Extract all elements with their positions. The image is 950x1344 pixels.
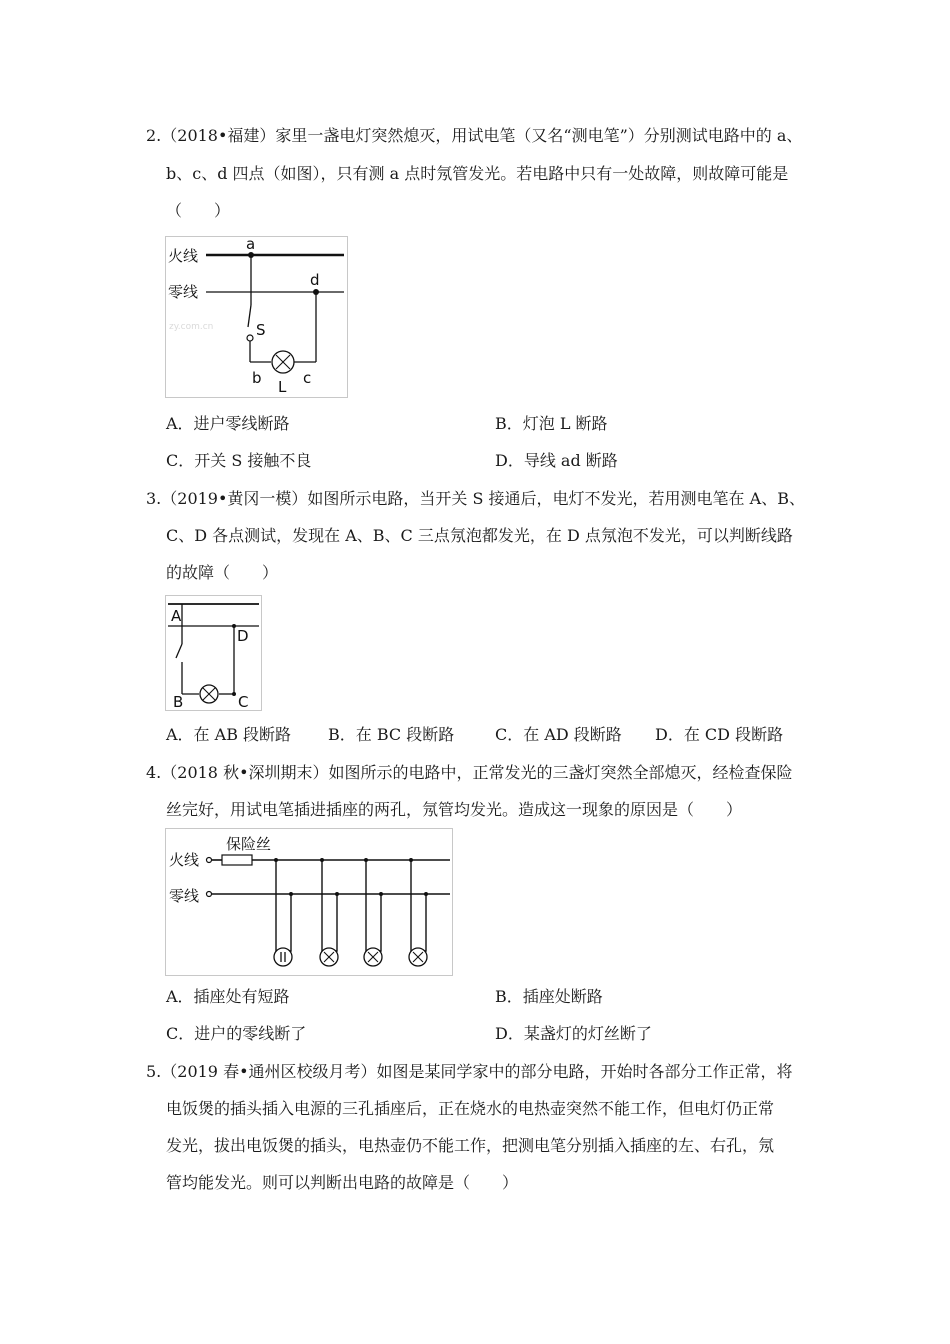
q3-line-3: 的故障（ ） [166, 563, 279, 582]
q3-option-d: D．在 CD 段断路 [655, 725, 784, 744]
q2-lamp-l: L [278, 378, 287, 396]
q3-point-b: B [173, 693, 184, 710]
q2-line-3: （ ） [166, 201, 231, 220]
q4-option-b: B．插座处断路 [495, 987, 603, 1006]
q3-option-a: A．在 AB 段断路 [166, 725, 292, 744]
q4-circuit-diagram [165, 828, 453, 976]
q3-circuit-diagram [165, 595, 262, 711]
q3-option-c: C．在 AD 段断路 [495, 725, 622, 744]
q4-live-label: 火线 [169, 851, 200, 869]
q4-fuse-label: 保险丝 [226, 835, 272, 853]
q2-point-b: b [252, 369, 262, 387]
q2-point-c: c [303, 369, 312, 387]
q2-line-1: 2.（2018•福建）家里一盏电灯突然熄灭，用试电笔（又名“测电笔”）分别测试电路中的 a、 [146, 126, 803, 145]
q2-neutral-label: 零线 [168, 283, 199, 301]
q3-point-c: C [238, 693, 249, 710]
q5-line-3: 发光，拔出电饭煲的插头，电热壶仍不能工作，把测电笔分别插入插座的左、右孔，氖 [166, 1136, 775, 1155]
q3-point-d: D [237, 627, 249, 645]
q2-circuit-diagram [165, 236, 348, 398]
q2-live-label: 火线 [168, 247, 199, 265]
q2-point-a: a [246, 237, 256, 253]
q5-line-1: 5.（2019 春•通州区校级月考）如图是某同学家中的部分电路，开始时各部分工作正常，将 [146, 1062, 793, 1081]
q4-line-2: 丝完好，用试电笔插进插座的两孔，氖管均发光。造成这一现象的原因是（ ） [166, 800, 743, 819]
q4-option-c: C．进户的零线断了 [166, 1024, 307, 1043]
q2-line-2: b、c、d 四点（如图），只有测 a 点时氖管发光。若电路中只有一处故障，则故障可能是 [166, 164, 789, 183]
q4-neutral-label: 零线 [169, 887, 200, 905]
q2-watermark: zy.com.cn [169, 322, 214, 332]
q3-line-1: 3.（2019•黄冈一模）如图所示电路，当开关 S 接通后，电灯不发光，若用测电笔在 A、B、 [146, 489, 805, 508]
q2-switch-s: S [256, 321, 266, 339]
q2-option-c: C．开关 S 接触不良 [166, 451, 312, 470]
q3-line-2: C、D 各点测试，发现在 A、B、C 三点氖泡都发光，在 D 点氖泡不发光，可以判断线路 [166, 526, 793, 545]
q5-line-4: 管均能发光。则可以判断出电路的故障是（ ） [166, 1173, 519, 1192]
q2-option-a: A．进户零线断路 [166, 414, 290, 433]
q4-option-a: A．插座处有短路 [166, 987, 290, 1006]
q3-option-b: B．在 BC 段断路 [328, 725, 455, 744]
q5-line-2: 电饭煲的插头插入电源的三孔插座后，正在烧水的电热壶突然不能工作，但电灯仍正常 [166, 1099, 775, 1118]
q4-line-1: 4.（2018 秋•深圳期末）如图所示的电路中，正常发光的三盏灯突然全部熄灭，经检查保险 [146, 763, 793, 782]
q2-point-d: d [310, 271, 320, 289]
q3-point-a: A [171, 607, 182, 625]
q2-option-b: B．灯泡 L 断路 [495, 414, 608, 433]
q4-option-d: D．某盏灯的灯丝断了 [495, 1024, 652, 1043]
q2-option-d: D．导线 ad 断路 [495, 451, 618, 470]
